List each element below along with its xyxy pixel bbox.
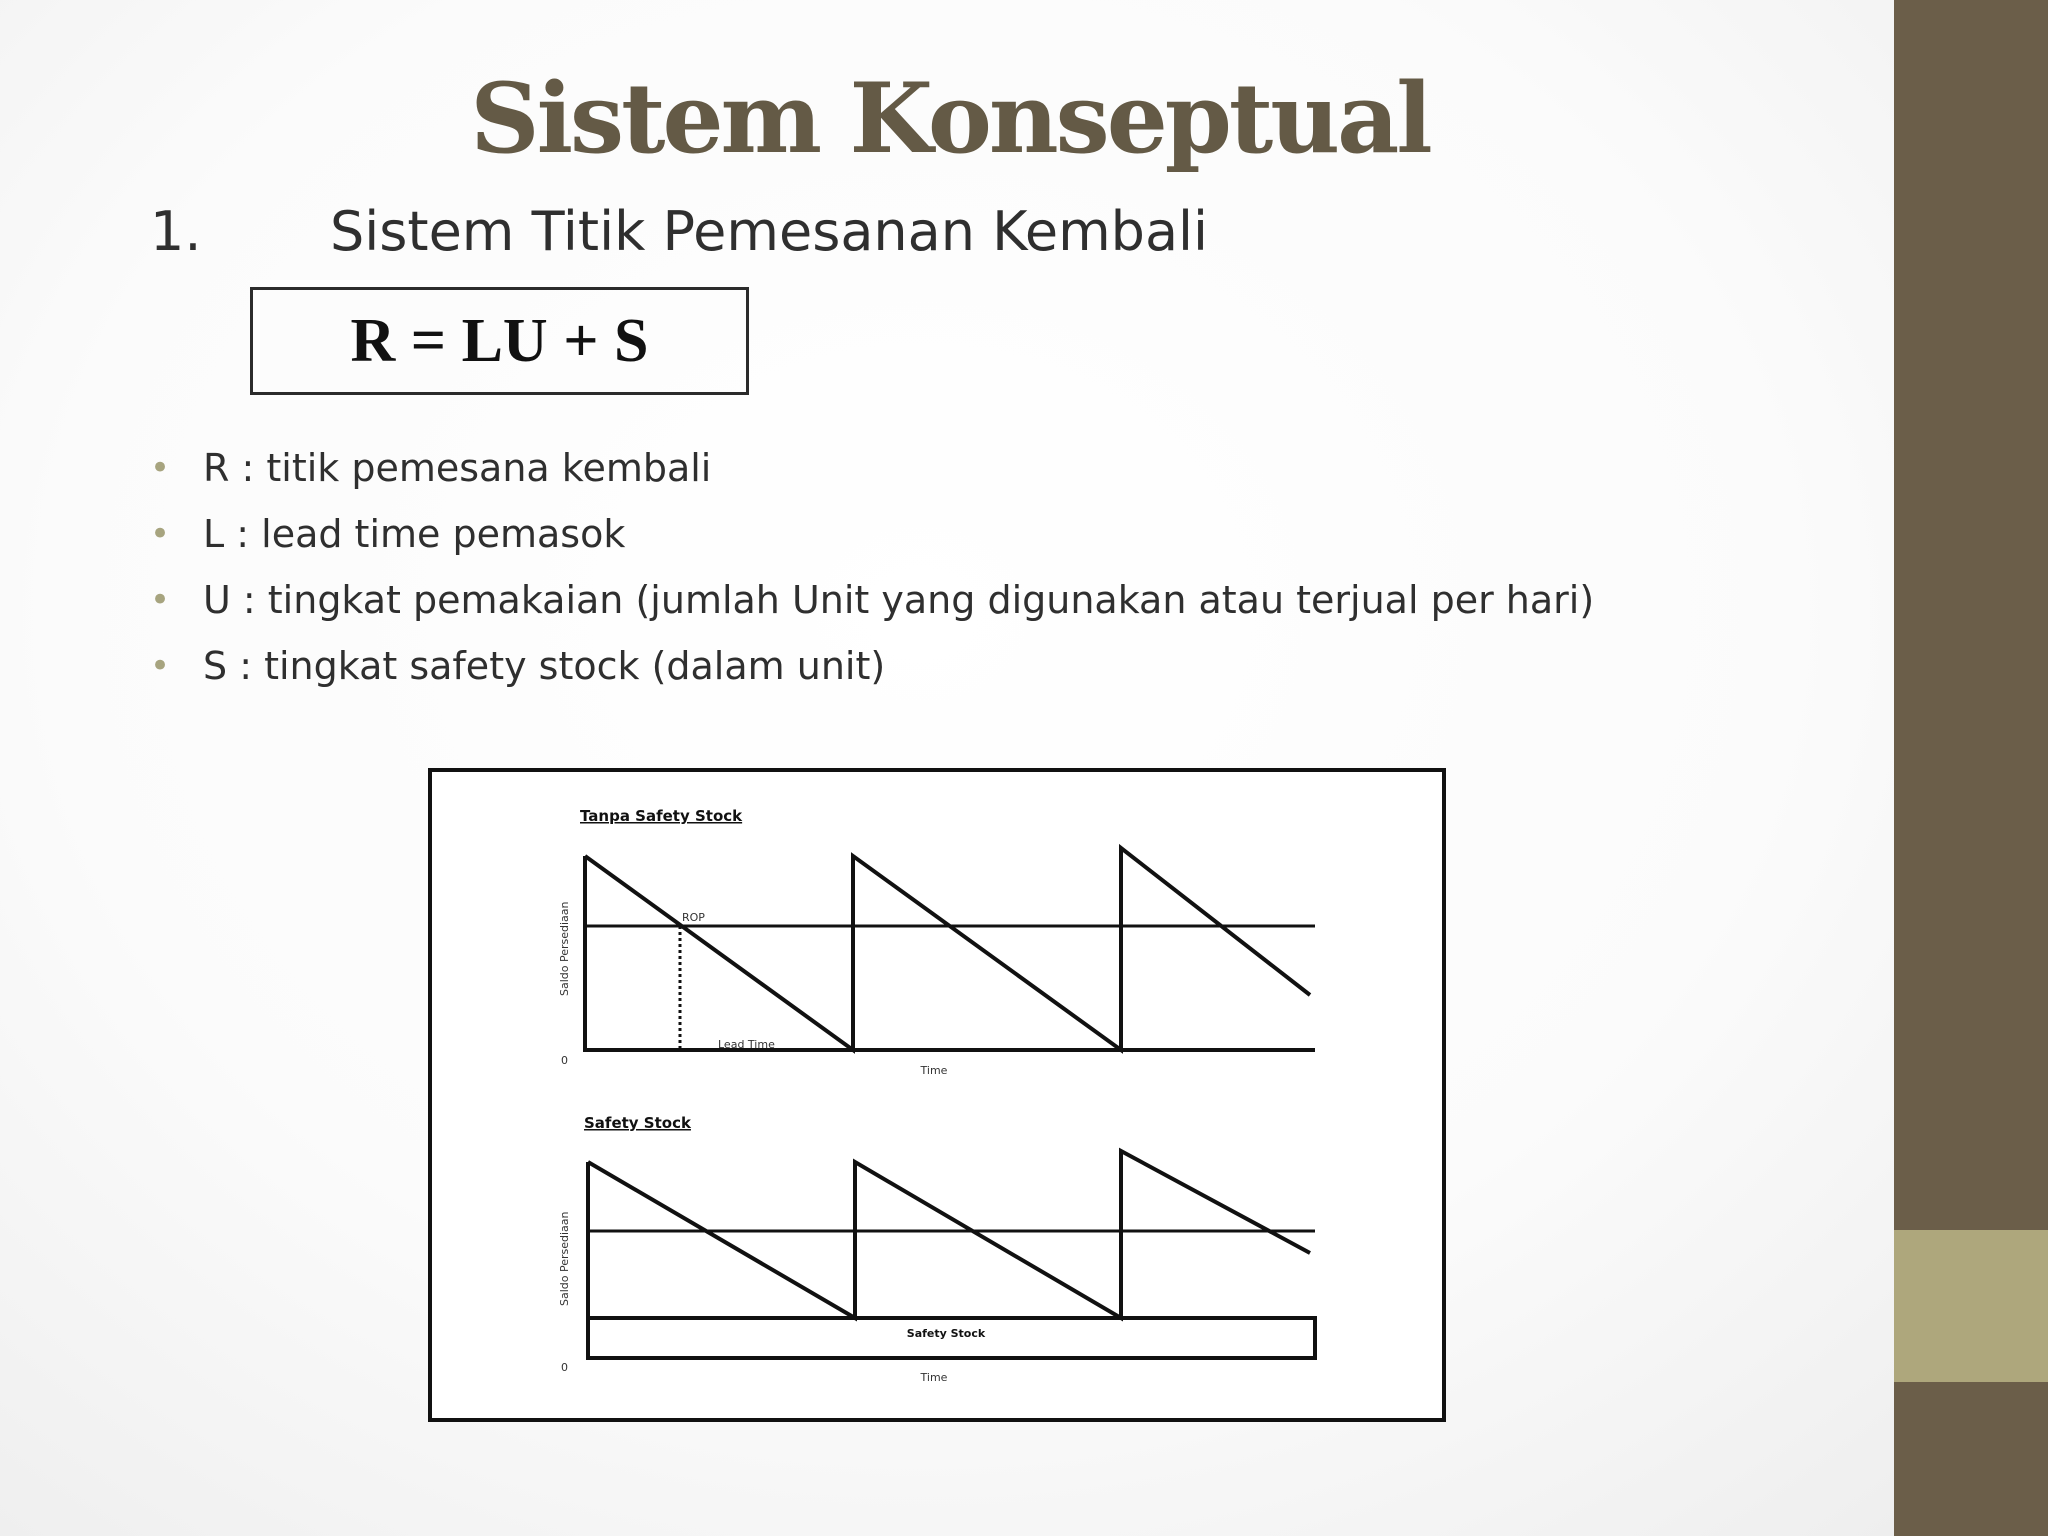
- list-item-text: U : tingkat pemakaian (jumlah Unit yang digunakan atau terjual per hari): [203, 578, 1595, 622]
- y-axis-label: Saldo Persediaan: [558, 901, 571, 996]
- panel-title: Tanpa Safety Stock: [580, 807, 743, 825]
- list-item: [150, 570, 1594, 636]
- definition-list: [150, 438, 1594, 702]
- bullet-icon: •: [150, 448, 171, 488]
- list-item-text: R : titik pemesana kembali: [203, 446, 712, 490]
- list-item: [150, 438, 1594, 504]
- decorative-side-accent: [1894, 1230, 2048, 1382]
- zero-label: 0: [561, 1054, 568, 1067]
- rop-label: ROP: [682, 911, 705, 924]
- y-axis-label: Saldo Persediaan: [558, 1211, 571, 1306]
- bullet-icon: •: [150, 514, 171, 554]
- heading-number: 1.: [150, 200, 202, 263]
- list-item-text: L : lead time pemasok: [203, 512, 626, 556]
- formula-text: R = LU + S: [350, 306, 649, 375]
- bullet-icon: •: [150, 580, 171, 620]
- panel-title: Safety Stock: [584, 1114, 691, 1132]
- zero-label: 0: [561, 1361, 568, 1374]
- list-item: [150, 504, 1594, 570]
- inventory-diagram-svg: [428, 768, 1446, 1422]
- heading-text: Sistem Titik Pemesanan Kembali: [330, 200, 1209, 263]
- lead-time-label: Lead Time: [718, 1038, 775, 1051]
- bullet-icon: •: [150, 646, 171, 686]
- inventory-diagram: [428, 768, 1446, 1422]
- slide-title: Sistem Konseptual: [470, 62, 1430, 175]
- formula-box: [250, 287, 749, 395]
- safety-stock-band-label: Safety Stock: [906, 1327, 986, 1340]
- x-axis-label: Time: [920, 1371, 948, 1384]
- diagram-frame: [430, 770, 1444, 1420]
- list-item-text: S : tingkat safety stock (dalam unit): [203, 644, 886, 688]
- list-item: [150, 636, 1594, 702]
- x-axis-label: Time: [920, 1064, 948, 1077]
